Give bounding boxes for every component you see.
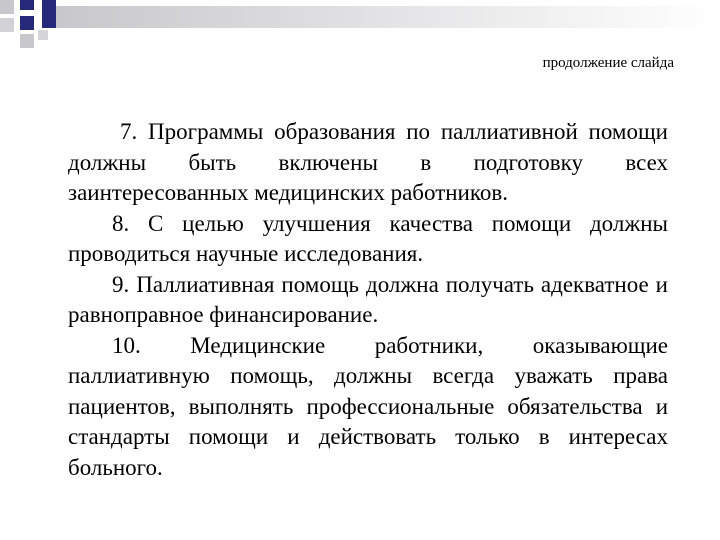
navy-square-mid [20, 16, 34, 30]
gray-square-low [20, 34, 34, 48]
paragraph-item-10: 10. Медицинские работники, оказывающие паллиативную помощь, должны всегда уважать права пациентов, выполнять профессиональные обязательства и стандарты помощи и действовать только в интересах больного. [68, 332, 668, 480]
decorative-header-squares [0, 0, 720, 50]
slide-subtitle: продолжение слайда [542, 55, 674, 71]
paragraph-item-7: 7. Программы образования по паллиативной помощи должны быть включены в подготовку всех заинтересованных медицинских работников. [68, 119, 668, 205]
slide-body [68, 117, 668, 483]
paragraph-item-8: 8. С целью улучшения качества помощи должны проводиться научные исследования. [68, 210, 668, 266]
gray-square-mid [0, 18, 14, 32]
navy-square-top [20, 0, 34, 10]
paragraph-item-9: 9. Паллиативная помощь должна получать адекватное и равноправное финансирование. [68, 271, 668, 327]
header-gradient-bar [56, 6, 720, 28]
gray-square-top-left [0, 0, 14, 14]
gray-square-right [38, 30, 48, 40]
navy-square-large [42, 0, 56, 28]
